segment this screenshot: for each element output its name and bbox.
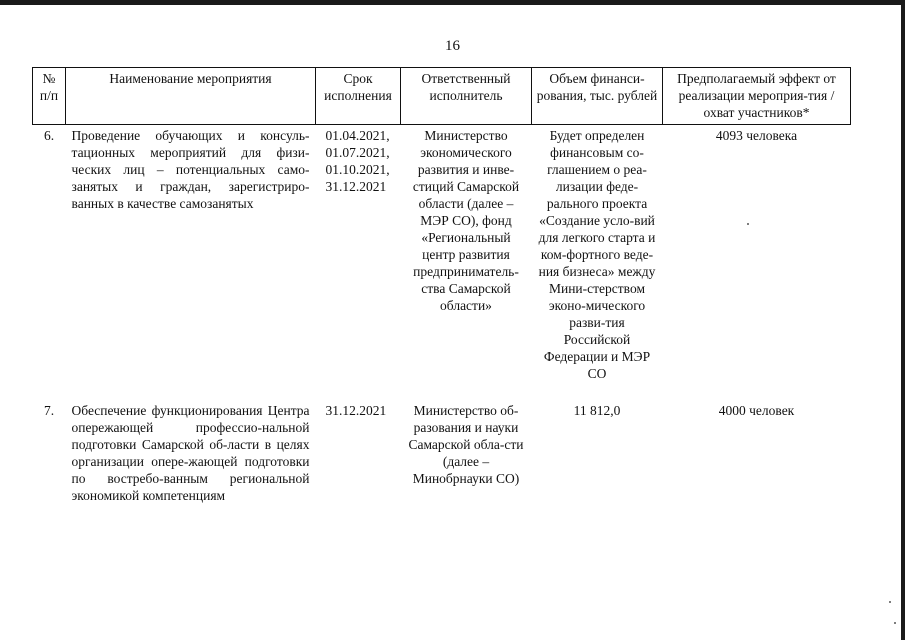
measures-table [32,67,851,504]
row-term: 31.12.2021 [325,403,387,418]
scan-edge-top [0,0,905,5]
scan-speck [747,223,749,225]
scan-speck [894,622,896,624]
table-body [33,125,851,505]
scan-speck [889,601,891,603]
header-name: Наименование мероприятия [66,68,316,125]
table-header [33,68,851,125]
row-num: 6. [43,128,55,143]
row-funding: 11 812,0 [573,403,621,418]
header-term: Срок исполнения [316,68,401,125]
table-row [33,125,851,401]
page-number: 16 [445,38,460,54]
row-effect: 4093 человека [715,128,798,143]
row-name: Проведение обучающих и консуль-тационных мероприятий для физи-ческих лиц – потенциальных само-занятых и граждан, зарегистриро-ванных в качестве самозанятых [71,128,310,211]
row-num: 7. [43,403,55,418]
header-responsible: Ответственный исполнитель [401,68,532,125]
header-num: № п/п [33,68,66,125]
header-row [33,68,851,125]
row-term: 01.04.2021, 01.07.2021, 01.10.2021, 31.12.2021 [325,128,390,194]
table-row [33,400,851,504]
row-effect: 4000 человек [718,403,795,418]
scan-edge-right [901,0,905,640]
row-responsible: Министерство экономического развития и инве-стиций Самарской области (далее – МЭР СО), фонд «Региональный центр развития предприниматель-ства Самарской области» [412,128,520,313]
header-effect: Предполагаемый эффект от реализации мероприя-тия / охват участников* [663,68,851,125]
row-funding: Будет определен финансовым со-глашением о реа-лизации феде-рального проекта «Создание усло-вий для легкого старта и ком-фортного веде-ния бизнеса» между Мини-стерством эконо-мического разви-тия Российской Федерации и МЭР СО [538,128,656,381]
header-funding: Объем финанси-рования, тыс. рублей [532,68,663,125]
row-responsible: Министерство об-разования и науки Самарской обла-сти (далее – Минобрнауки СО) [408,403,524,486]
row-name: Обеспечение функционирования Центра опережающей профессио-нальной подготовки Самарской об-ласти в целях организации опере-жающей подготовки по востребо-ванным региональной экономикой компетенциям [71,403,310,503]
